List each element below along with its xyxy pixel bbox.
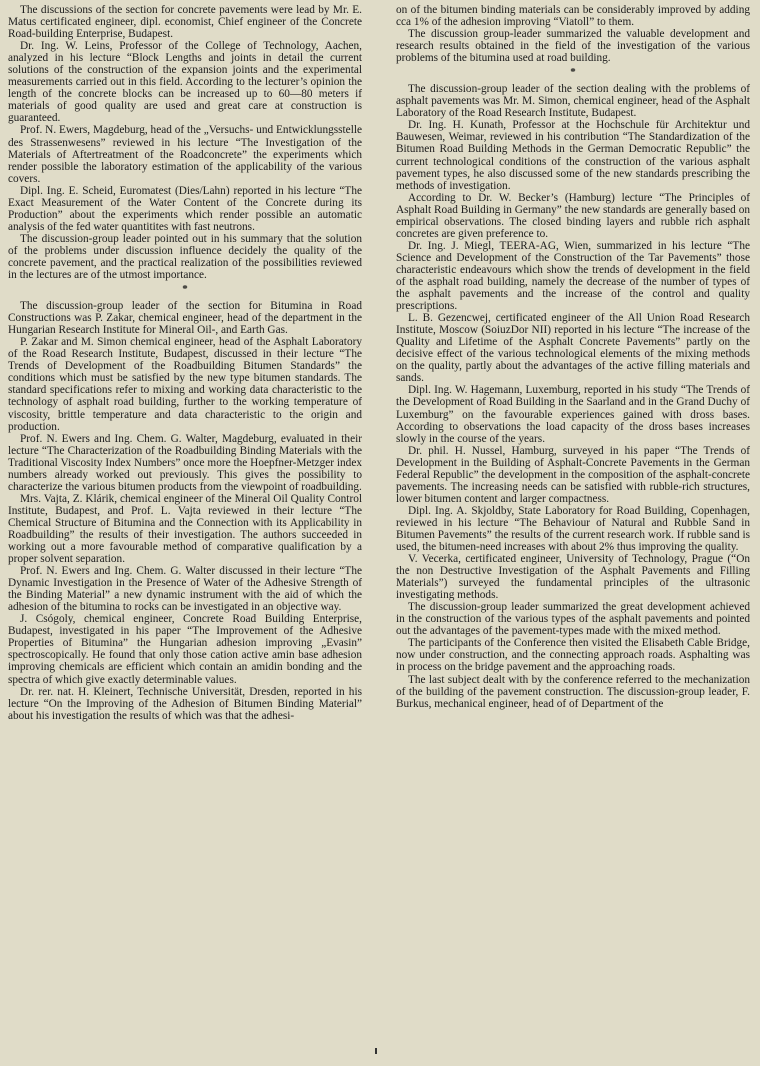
paragraph: Dr. Ing. H. Kunath, Professor at the Hochschule für Architektur und Bauwesen, Weimar, reviewed in his contribution “The Standardization of the Bitumen Road Building Methods in the German Democratic Republic” the current technological conditions of the construction of the various asphalt pavement types, he also discussed some of the new standards prescribing the methods of investigation. bbox=[396, 119, 750, 192]
paragraph: Prof. N. Ewers and Ing. Chem. G. Walter, Magdeburg, evaluated in their lecture “The Characterization of the Roadbuilding Binding Materials with the Traditional Viscosity Index Numbers” once more the Hoepfner-Metzger index numbers already worked out previously. This gives the possibility to characterize the various bitumen products from the viewpoint of roadbuilding. bbox=[8, 432, 362, 493]
column-gutter-mark bbox=[375, 1048, 377, 1054]
paragraph: Prof. N. Ewers and Ing. Chem. G. Walter discussed in their lecture “The Dynamic Investigation in the Presence of Water of the Adhesive Strength of the Binding Material” a new dynamic instrument with the aid of which the adhesion of the bitumina to rocks can be investigated in an objective way. bbox=[8, 565, 362, 614]
paragraph: The discussion-group leader pointed out in his summary that the solution of the problems under discussion influence decidely the quality of the concrete pavement, and the practical realization of the possibilities reviewed in the lectures are of the utmost importance. bbox=[8, 232, 362, 282]
paragraph: P. Zakar and M. Simon chemical engineer, head of the Asphalt Laboratory of the Road Research Institute, Budapest, discussed in their lecture “The Trends of Development of the Roadbuilding Bitumen Standards” the conditions which must be satisfied by the new type bitumen standards. The standard specifications refer to mixing and working data characteristic to the technology of asphalt road building, further to the working temperature of viscosity, brittle temperature and data characteristic to the origin and production. bbox=[8, 336, 362, 433]
paragraph: J. Csógoly, chemical engineer, Concrete Road Building Enterprise, Budapest, investigated in his paper “The Improvement of the Adhesive Properties of Bitumina” the Hungarian adhesion improving „Evasin” spectroscopically. He found that only those cation active amin base adhesion improving chemicals are efficient which contain an amidin bonding and the spectra of which give exactly determinable values. bbox=[8, 613, 362, 686]
paragraph: Dr. Ing. W. Leins, Professor of the College of Technology, Aachen, analyzed in his lecture “Block Lengths and joints in detail the current solutions of the construction of the expansion joints and the experimental measurements carried out in this field. According to the lecturer’s opinion the length of the concrete blocks can be increased up to 60—80 meters if materials of good quality are used and great care at construction is guaranteed. bbox=[8, 40, 362, 125]
paragraph: L. B. Gezencwej, certificated engineer of the All Union Road Research Institute, Moscow (SoiuzDor NII) reported in his lecture “The increase of the Quality and Lifetime of the Asphalt Concrete Pavements” partly on the decisive effect of the various technological elements of the mixing methods on the quality, partly about the advantages of the active filling materials and sands. bbox=[396, 312, 750, 385]
paragraph-continuation: on of the bitumen binding materials can be considerably improved by adding cca 1% of the adhesion improving “Viatoll” to them. bbox=[396, 4, 750, 29]
paragraph: Dipl. Ing. W. Hagemann, Luxemburg, reported in his study “The Trends of the Development of Road Building in the Saarland and in the Grand Duchy of Luxemburg” on the favourable experiences gained with dross bases. According to observations the load capacity of the dross bases increases slowly in the course of the years. bbox=[396, 384, 750, 445]
right-text-column bbox=[396, 4, 750, 710]
paragraph: The discussion group-leader summarized the valuable development and research results obtained in the field of the investigation of the various problems of the bitumina used at road building. bbox=[396, 28, 750, 65]
paragraph: Dr. phil. H. Nussel, Hamburg, surveyed in his paper “The Trends of Development in the Building of Asphalt-Concrete Pavements in the German Federal Republic” the development in the composition of the asphalt-concrete pavements. The increasing needs can be satisfied with rubble-rich structures, lower bitumen content and larger compactness. bbox=[396, 444, 750, 505]
left-text-column bbox=[8, 4, 362, 722]
paragraph: Dr. rer. nat. H. Kleinert, Technische Universität, Dresden, reported in his lecture “On the Improving of the Adhesion of Bitumen Binding Material” about his investigation the results of which was that the adhesi- bbox=[8, 685, 362, 722]
paragraph: Dipl. Ing. E. Scheid, Euromatest (Dies/Lahn) reported in his lecture “The Exact Measurement of the Water Content of the Concrete during its Production” about the experiments which render possible an automatic analysis of the fed water quantitites with fast neutrons. bbox=[8, 184, 362, 233]
section-separator-star: * bbox=[570, 66, 576, 79]
paragraph: Mrs. Vajta, Z. Klárik, chemical engineer of the Mineral Oil Quality Control Institute, Budapest, and Prof. L. Vajta reviewed in their lecture “The Chemical Structure of Bitumina and the Connection with its Applicability in Roadbuilding” the results of their investigation. The authors succeeded in working out a more favourable method of comparative qualification by a proper solvent separation. bbox=[8, 492, 362, 566]
paragraph: The discussion-group leader of the section for Bitumina in Road Constructions was P. Zakar, chemical engineer, head of the department in the Hungarian Research Institute for Mineral Oil-, and Earth Gas. bbox=[8, 300, 362, 337]
paragraph: According to Dr. W. Becker’s (Hamburg) lecture “The Principles of Asphalt Road Building in Germany” the new standards are generally based on empirical observations. The closed binding layers and rubble rich asphalt concretes are given preference to. bbox=[396, 191, 750, 240]
paragraph: The last subject dealt with by the conference referred to the mechanization of the building of the pavement construction. The discussion-group leader, F. Burkus, mechanical engineer, head of of Department of the bbox=[396, 673, 750, 710]
paragraph: The participants of the Conference then visited the Elisabeth Cable Bridge, now under construction, and the connecting approach roads. Asphalting was in process on the bridge pavement and the approaching roads. bbox=[396, 637, 750, 674]
section-separator-star: * bbox=[182, 283, 188, 296]
paragraph: Dr. Ing. J. Miegl, TEERA-AG, Wien, summarized in his lecture “The Science and Development of the Construction of the Tar Pavements” those characteristic endeavours which show the trends of development in the field of the asphalt road building, namely the decrease of the number of types of the asphalt pavements and the increase of the control and quality prescriptions. bbox=[396, 239, 750, 313]
paragraph: The discussion-group leader of the section dealing with the problems of asphalt pavements was Mr. M. Simon, chemical engineer, head of the Asphalt Laboratory of the Road Research Institute, Budapest. bbox=[396, 83, 750, 120]
paragraph: The discussion-group leader summarized the great development achieved in the construction of the various types of the asphalt pavements and pointed out the advantages of the pavement-types made with the mixed method. bbox=[396, 601, 750, 638]
paragraph: The discussions of the section for concrete pavements were lead by Mr. E. Matus certificated engineer, dipl. economist, Chief engineer of the Concrete Road-building Enterprise, Budapest. bbox=[8, 4, 362, 41]
paragraph: V. Vecerka, certificated engineer, University of Technology, Prague (“On the non Destructive Investigation of the Asphalt Pavements and Filling Materials”) surveyed the fundamental principles of the ultrasonic investigating methods. bbox=[396, 553, 750, 602]
paragraph: Dipl. Ing. A. Skjoldby, State Laboratory for Road Building, Copenhagen, reviewed in his lecture “The Behaviour of Natural and Rubble Sand in Bitumen Pavements” the results of the current research work. If rubble sand is used, the bitumen-need increases with about 2% thus improving the quality. bbox=[396, 504, 750, 554]
paragraph: Prof. N. Ewers, Magdeburg, head of the „Versuchs- und Entwicklungsstelle des Strassenwesens” reviewed in his lecture “The Investigation of the Materials of Aftertreatment of the Roadconcrete” the experiments which render possible the laboratory estimation of the applicability of the various covers. bbox=[8, 124, 362, 185]
